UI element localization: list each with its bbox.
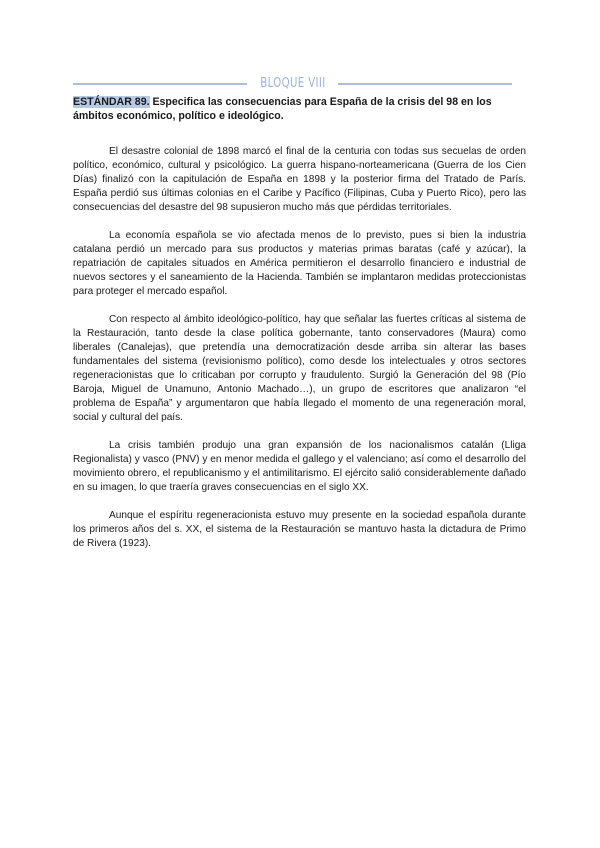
paragraph: El desastre colonial de 1898 marcó el final de la centuria con todas sus secuelas de orden político, económico, cultural y psicológico. La guerra hispano-norteamericana (Guerra de los Cien Días) finalizó con la capitulación de España en 1898 y la posterior firma del Tratado de París. España perdió sus últimas colonias en el Caribe y Pacífico (Filipinas, Cuba y Puerto Rico), pero las consecuencias del desastre del 98 supusieron mucho más que pérdidas territoriales. — [73, 146, 526, 213]
paragraph: Con respecto al ámbito ideológico-político, hay que señalar las fuertes críticas al sistema de la Restauración, tanto desde la clase política gobernante, tanto conservadores (Maura) como liberales (Canalejas), que pretendía una democratización desde arriba sin alterar las bases fundamentales del sistema (revisionismo político), como desde los intelectuales y otros sectores regeneracionistas que lo criticaban por corrupto y fraudulento. Surgió la Generación del 98 (Pío Baroja, Miguel de Unamuno, Antonio Machado…), un grupo de escritores que analizaron “el problema de España” y argumentaron que había llegado el momento de una regeneración moral, social y cultural del país. — [73, 314, 526, 423]
standard-text: Especifica las consecuencias para España de la crisis del 98 en los ámbitos económico, político e ideológico. — [73, 96, 492, 122]
document-body — [73, 95, 526, 565]
standard-heading — [73, 95, 526, 123]
standard-code: ESTÁNDAR 89. — [73, 96, 150, 108]
bloque-label: BLOQUE VIII — [259, 76, 326, 91]
paragraph: Aunque el espíritu regeneracionista estuvo muy presente en la sociedad española durante los primeros años del s. XX, el sistema de la Restauración se mantuvo hasta la dictadura de Primo de Rivera (1923). — [73, 510, 526, 549]
bloque-divider-left — [73, 83, 247, 85]
bloque-divider-right — [338, 83, 512, 85]
paragraph: La economía española se vio afectada menos de lo previsto, pues si bien la industria catalana perdió un mercado para sus productos y materias primas baratas (café y azúcar), la repatriación de capitales situados en América permitieron el desarrollo financiero e industrial de nuevos sectores y el saneamiento de la Hacienda. También se implantaron medidas proteccionistas para proteger el mercado español. — [73, 230, 526, 297]
paragraph: La crisis también produjo una gran expansión de los nacionalismos catalán (Lliga Regionalista) y vasco (PNV) y en menor medida el gallego y el valenciano; así como el desarrollo del movimiento obrero, el republicanismo y el antimilitarismo. El ejército salió considerablemente dañado en su imagen, lo que traería graves consecuencias en el siglo XX. — [73, 440, 526, 493]
bloque-header — [73, 74, 512, 94]
